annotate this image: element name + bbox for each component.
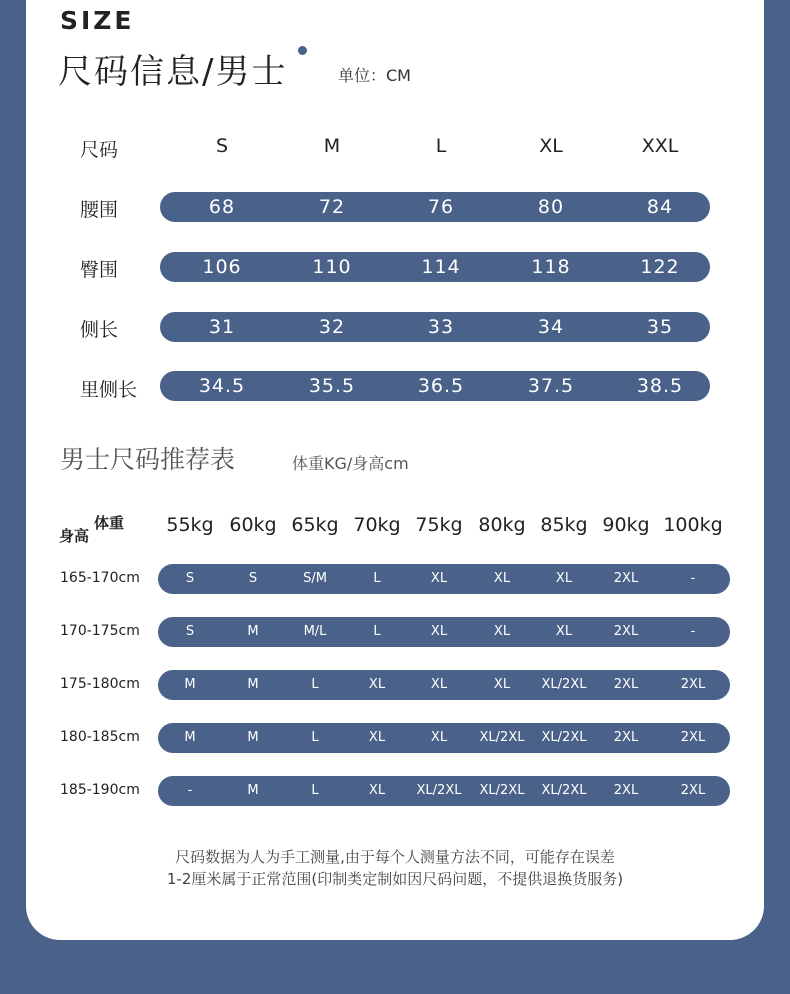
- recommend-cell: -: [187, 783, 193, 798]
- recommend-cell: S: [185, 571, 195, 586]
- recommend-cell: XL: [368, 783, 386, 798]
- recommend-cell: XL: [555, 624, 573, 639]
- size-cell: 110: [312, 256, 352, 278]
- recommend-cell: L: [373, 571, 381, 586]
- recommend-cell: M: [184, 730, 196, 745]
- recommend-cell: L: [311, 783, 319, 798]
- recommend-cell: -: [690, 624, 696, 639]
- recommend-cell: XL: [430, 624, 448, 639]
- size-cell: 76: [427, 196, 455, 218]
- recommend-title: 男士尺码推荐表: [60, 445, 236, 474]
- recommend-cell: XL: [493, 624, 511, 639]
- recommend-cell: 2XL: [680, 783, 706, 798]
- recommend-cell: S: [248, 571, 258, 586]
- size-cell: 34: [537, 316, 565, 338]
- size-cell: 33: [427, 316, 455, 338]
- size-cell: 80: [537, 196, 565, 218]
- recommend-row: [158, 617, 730, 647]
- size-cell: 38.5: [636, 375, 684, 397]
- row-label-hip: 臀围: [80, 259, 119, 281]
- height-label: 175-180cm: [60, 676, 140, 692]
- corner-height-label: 身高: [59, 527, 90, 545]
- recommend-cell: 2XL: [680, 730, 706, 745]
- recommend-cell: M/L: [303, 624, 327, 639]
- weight-header: 80kg: [478, 514, 526, 536]
- size-cell: 84: [646, 196, 674, 218]
- recommend-cell: L: [373, 624, 381, 639]
- recommend-cell: M: [247, 677, 259, 692]
- recommend-cell: XL: [368, 730, 386, 745]
- recommend-cell: 2XL: [680, 677, 706, 692]
- recommend-cell: XL/2XL: [479, 783, 525, 798]
- recommend-cell: S: [185, 624, 195, 639]
- size-cell: 35.5: [308, 375, 356, 397]
- recommend-cell: L: [311, 730, 319, 745]
- weight-header: 90kg: [602, 514, 650, 536]
- size-cell: 72: [318, 196, 346, 218]
- size-cell: 106: [202, 256, 242, 278]
- recommend-row: [158, 723, 730, 753]
- size-cell: 68: [208, 196, 236, 218]
- height-label: 180-185cm: [60, 729, 140, 745]
- size-cell: 31: [208, 316, 236, 338]
- weight-header: 60kg: [229, 514, 277, 536]
- size-cell: 35: [646, 316, 674, 338]
- size-cell: 36.5: [417, 375, 465, 397]
- recommend-row: [158, 564, 730, 594]
- row-label-waist: 腰围: [80, 199, 119, 221]
- recommend-cell: M: [247, 624, 259, 639]
- recommend-row: [158, 776, 730, 806]
- size-row-inseam: [160, 371, 710, 401]
- size-cell: 34.5: [198, 375, 246, 397]
- size-cell: 32: [318, 316, 346, 338]
- recommend-cell: XL: [368, 677, 386, 692]
- recommend-cell: L: [311, 677, 319, 692]
- row-label-side-length: 侧长: [80, 319, 119, 341]
- recommend-cell: XL: [493, 571, 511, 586]
- height-label: 170-175cm: [60, 623, 140, 639]
- recommend-row: [158, 670, 730, 700]
- height-label: 185-190cm: [60, 782, 140, 798]
- recommend-cell: XL/2XL: [541, 730, 587, 745]
- size-cell: 122: [640, 256, 680, 278]
- size-header-xl: XL: [539, 135, 563, 157]
- size-header-l: L: [435, 135, 447, 157]
- size-row-hip: [160, 252, 710, 282]
- recommend-cell: XL: [430, 730, 448, 745]
- unit-label: 单位：CM: [338, 66, 411, 85]
- size-row-side-length: [160, 312, 710, 342]
- recommend-cell: 2XL: [613, 624, 639, 639]
- height-label: 165-170cm: [60, 570, 140, 586]
- size-cell: 118: [531, 256, 571, 278]
- recommend-cell: M: [184, 677, 196, 692]
- corner-weight-label: 体重: [94, 514, 125, 532]
- row-label-inseam: 里侧长: [80, 379, 138, 401]
- weight-header: 70kg: [353, 514, 401, 536]
- recommend-cell: S/M: [303, 571, 327, 586]
- recommend-cell: -: [690, 571, 696, 586]
- size-row-waist: [160, 192, 710, 222]
- size-header-m: M: [323, 135, 341, 157]
- size-cell: 37.5: [527, 375, 575, 397]
- disclaimer-line-2: 1-2厘米属于正常范围(印制类定制如因尺码问题，不提供退换货服务): [166, 870, 624, 888]
- recommend-cell: 2XL: [613, 677, 639, 692]
- recommend-cell: XL/2XL: [416, 783, 462, 798]
- size-corner-label: 尺码: [80, 139, 119, 161]
- weight-header: 55kg: [166, 514, 214, 536]
- weight-header: 65kg: [291, 514, 339, 536]
- recommend-cell: XL: [493, 677, 511, 692]
- weight-header: 100kg: [663, 514, 723, 536]
- recommend-cell: XL/2XL: [479, 730, 525, 745]
- recommend-cell: M: [247, 730, 259, 745]
- recommend-cell: 2XL: [613, 571, 639, 586]
- title-dot: [298, 46, 307, 55]
- disclaimer-line-1: 尺码数据为人为手工测量,由于每个人测量方法不同，可能存在误差: [175, 848, 615, 866]
- recommend-cell: XL/2XL: [541, 783, 587, 798]
- size-header-s: S: [215, 135, 229, 157]
- recommend-cell: 2XL: [613, 730, 639, 745]
- weight-header: 85kg: [540, 514, 588, 536]
- recommend-cell: 2XL: [613, 783, 639, 798]
- weight-header: 75kg: [415, 514, 463, 536]
- size-cell: 114: [421, 256, 461, 278]
- size-heading: SIZE: [60, 6, 135, 35]
- recommend-cell: M: [247, 783, 259, 798]
- recommend-subtitle: 体重KG/身高cm: [292, 454, 409, 473]
- recommend-cell: XL: [430, 571, 448, 586]
- page-title: 尺码信息/男士: [58, 52, 288, 92]
- size-header-xxl: XXL: [641, 135, 679, 157]
- recommend-cell: XL/2XL: [541, 677, 587, 692]
- recommend-cell: XL: [555, 571, 573, 586]
- recommend-cell: XL: [430, 677, 448, 692]
